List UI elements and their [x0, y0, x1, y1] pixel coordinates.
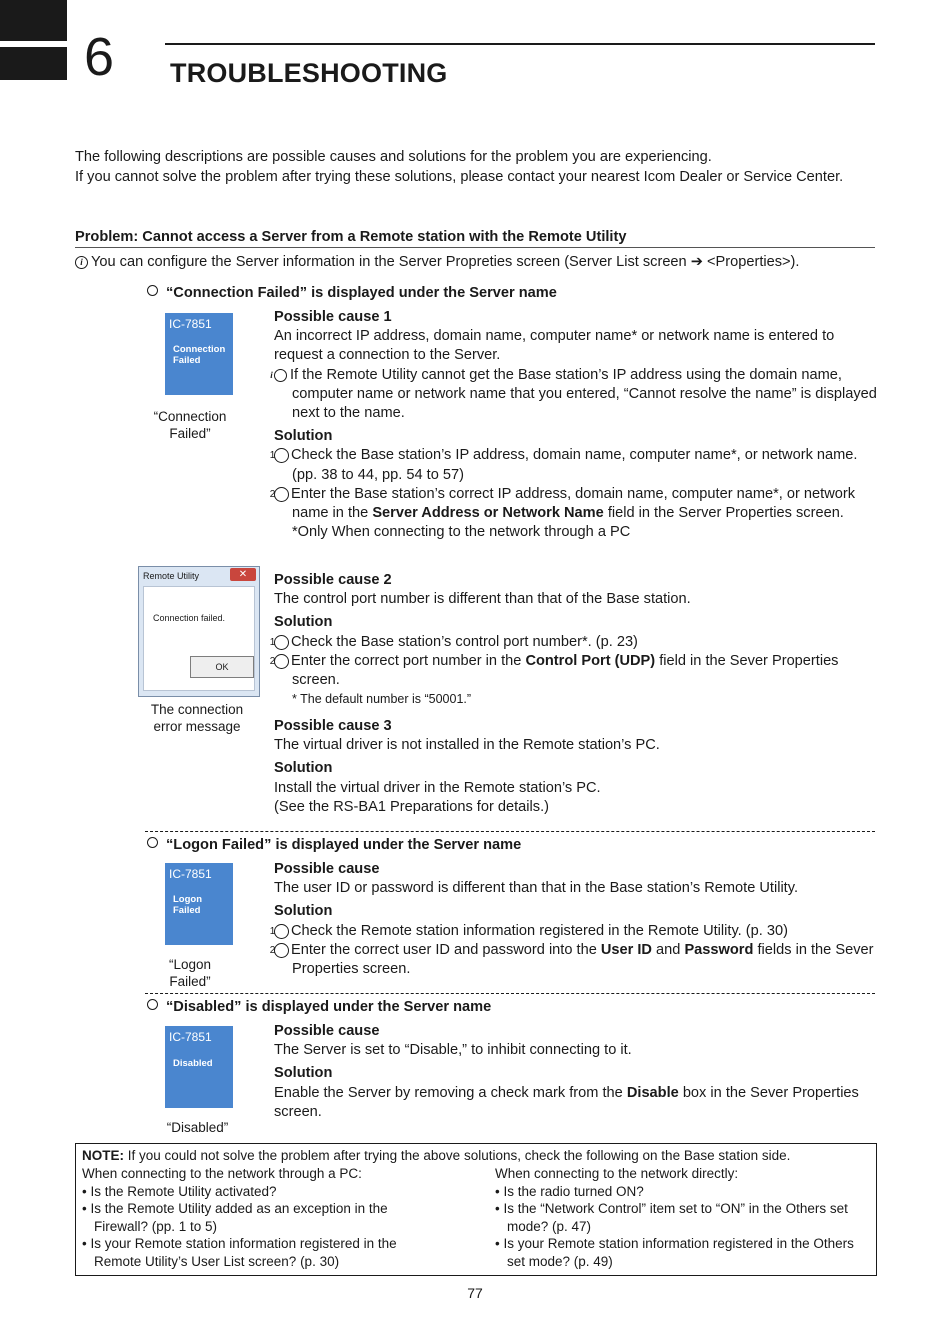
cause-3-line-2: (See the RS-BA1 Preparations for details.) — [274, 798, 549, 815]
cause-2-step-2-field: Control Port (UDP) — [525, 652, 656, 669]
cause-1-step-1-text: Check the Base station’s IP address, domain name, computer name*, or network name. (pp. 38 to 44, pp. 54 to 57) — [291, 447, 858, 483]
note-text: If you could not solve the problem after trying the above solutions, check the following on the Base station side. — [124, 1148, 791, 1163]
screen-status-line-2: Failed — [173, 905, 201, 916]
disabled-heading — [147, 999, 491, 1015]
disabled-screen — [165, 1026, 233, 1108]
note-left-heading: When connecting to the network through a PC: — [82, 1166, 362, 1181]
note-right-item-text: Is your Remote station information registered in the Others set mode? (p. 49) — [503, 1236, 854, 1269]
logon-solution-title: Solution — [274, 903, 333, 920]
intro-line-1: The following descriptions are possible causes and solutions for the problem you are experiencing. — [75, 149, 712, 165]
cause-2-step-2 — [269, 652, 878, 690]
logon-failed-caption — [140, 956, 240, 990]
cause-1-text: An incorrect IP address, domain name, computer name* or network name is entered to request a connection to the Server. — [274, 328, 835, 364]
cause-3-block — [274, 717, 878, 817]
step-2-icon: 2 — [274, 943, 289, 958]
screen-status — [173, 894, 202, 916]
cause-1-solution-title: Solution — [274, 428, 333, 445]
bullet-icon — [147, 837, 158, 848]
intro-text — [75, 148, 875, 187]
caption-line-2: Failed” — [169, 974, 211, 989]
caption-line-1: “Connection — [153, 409, 227, 424]
step-1-icon: 1 — [274, 448, 289, 463]
note-right-item-text: Is the “Network Control” item set to “ON” in the Others set mode? (p. 47) — [503, 1201, 848, 1234]
connection-failed-screen — [165, 313, 233, 395]
logon-step-2-b: fields in the Sever Properties screen. — [292, 941, 874, 978]
dialog-caption-line-2: error message — [153, 719, 241, 734]
chapter-rule — [165, 43, 875, 45]
cause-1-step-2-field: Server Address or Network Name — [372, 505, 604, 522]
disabled-solution — [274, 1084, 878, 1122]
note-right-item: • Is your Remote station information registered in the Others set mode? (p. 49) — [495, 1236, 854, 1269]
bullet-icon — [147, 285, 158, 296]
note-left-item-text: Is the Remote Utility added as an exception in the Firewall? (pp. 1 to 5) — [90, 1201, 388, 1234]
cause-1-step-2-b: field in the Server Properties screen. — [603, 505, 844, 522]
problem-info — [75, 253, 799, 270]
note-left-item-text: Is the Remote Utility activated? — [90, 1183, 277, 1199]
dialog-message: Connection failed. — [153, 613, 226, 623]
connection-failed-heading — [147, 285, 557, 301]
cause-2-block — [269, 571, 878, 709]
logon-cause-block — [269, 860, 878, 979]
disabled-cause-block — [274, 1022, 878, 1122]
note-right-column — [495, 1165, 865, 1271]
connection-failed-caption — [140, 408, 240, 442]
problem-info-text: You can configure the Server information in the Server Propreties screen (Server List screen ➔ <Properties>). — [91, 254, 800, 270]
chapter-title: TROUBLESHOOTING — [170, 58, 448, 88]
cause-3-title: Possible cause 3 — [274, 718, 392, 734]
dialog-caption — [137, 701, 257, 735]
cause-1-step-1 — [269, 446, 878, 484]
section-divider — [145, 831, 875, 832]
cause-1-block — [269, 308, 878, 542]
note-left-item-text: Is your Remote station information registered in the Remote Utility’s User List screen? (p. 30) — [90, 1236, 397, 1269]
chapter-tab-bottom — [0, 47, 67, 80]
screen-status-line-1: Logon — [173, 894, 203, 905]
disabled-heading-text: “Disabled” is displayed under the Server name — [166, 999, 492, 1015]
screen-status: Disabled — [173, 1058, 213, 1069]
disabled-cause-text: The Server is set to “Disable,” to inhibit connecting to it. — [274, 1042, 632, 1059]
logon-step-2 — [269, 941, 878, 979]
cause-1-footnote: *Only When connecting to the network through a PC — [292, 524, 631, 541]
dialog-caption-line-1: The connection — [150, 702, 244, 717]
note-left-item: • Is the Remote Utility added as an exception in the Firewall? (pp. 1 to 5) — [82, 1201, 388, 1234]
screen-model: IC-7851 — [169, 1030, 212, 1044]
cause-1-info — [270, 366, 878, 424]
disabled-solution-b: box in the Sever Properties screen. — [274, 1084, 859, 1120]
note-left-item: • Is your Remote station information registered in the Remote Utility’s User List screen? (p. 30) — [82, 1236, 397, 1269]
dialog-title: Remote Utility — [143, 571, 200, 581]
cause-2-footnote: * The default number is “50001.” — [292, 692, 472, 707]
close-icon: ✕ — [230, 568, 256, 581]
screen-status — [173, 344, 225, 366]
screen-model: IC-7851 — [169, 867, 212, 881]
cause-2-step-1-text: Check the Base station’s control port number*. (p. 23) — [291, 633, 638, 650]
cause-2-solution-title: Solution — [274, 614, 333, 631]
disabled-solution-a: Enable the Server by removing a check mark from the — [274, 1084, 627, 1101]
note-right-item: • Is the “Network Control” item set to “ON” in the Others set mode? (p. 47) — [495, 1201, 848, 1234]
disabled-solution-field: Disable — [626, 1084, 679, 1101]
step-2-icon: 2 — [274, 654, 289, 669]
caption-line-2: Failed” — [169, 426, 211, 441]
section-divider — [145, 993, 875, 994]
caption-line-1: “Logon — [168, 957, 212, 972]
note-right-heading: When connecting to the network directly: — [495, 1166, 739, 1181]
cause-3-solution-title: Solution — [274, 760, 333, 777]
logon-cause-title: Possible cause — [274, 861, 380, 877]
note-right-item-text: Is the radio turned ON? — [503, 1183, 644, 1199]
note-left-column — [82, 1165, 432, 1271]
cause-1-step-2-a: Enter the Base station’s correct IP address, domain name, computer name*, or network name in the — [291, 485, 856, 522]
bullet-icon — [147, 999, 158, 1010]
screen-status-line-2: Failed — [173, 355, 201, 366]
logon-step-2-a: Enter the correct user ID and password into the — [291, 941, 601, 958]
connection-error-dialog — [138, 566, 260, 697]
cause-3-line-1: Install the virtual driver in the Remote station’s PC. — [274, 779, 601, 796]
note-label: NOTE: — [82, 1148, 124, 1163]
step-2-icon: 2 — [274, 487, 289, 502]
logon-failed-heading — [147, 837, 521, 853]
dialog-body — [143, 586, 255, 691]
disabled-caption: “Disabled” — [166, 1120, 229, 1135]
logon-failed-heading-text: “Logon Failed” is displayed under the Server name — [166, 837, 522, 853]
note-left-item: • Is the Remote Utility activated? — [82, 1183, 277, 1199]
logon-step-2-field-1: User ID — [600, 941, 652, 958]
logon-step-2-field-2: Password — [684, 941, 754, 958]
logon-step-2-mid: and — [651, 941, 685, 958]
cause-2-title: Possible cause 2 — [274, 572, 392, 588]
cause-2-step-1 — [269, 633, 878, 652]
problem-title: Problem: Cannot access a Server from a Remote station with the Remote Utility — [75, 229, 627, 245]
cause-2-step-2-b: field in the Sever Properties screen. — [292, 652, 839, 689]
info-icon: i — [274, 369, 287, 382]
step-1-icon: 1 — [274, 635, 289, 650]
problem-rule — [75, 247, 875, 248]
note-line — [82, 1148, 790, 1163]
intro-line-2: If you cannot solve the problem after trying these solutions, please contact your nearest Icom Dealer or Service Center. — [75, 168, 844, 185]
cause-1-step-2 — [269, 485, 878, 523]
step-1-icon: 1 — [274, 924, 289, 939]
screen-status-line-1: Connection — [173, 344, 226, 355]
logon-step-1-text: Check the Remote station information registered in the Remote Utility. (p. 30) — [291, 922, 788, 939]
page-number: 77 — [467, 1285, 483, 1301]
cause-2-step-2-a: Enter the correct port number in the — [291, 652, 526, 669]
info-icon: i — [75, 256, 88, 269]
cause-3-text: The virtual driver is not installed in the Remote station’s PC. — [274, 737, 660, 754]
disabled-solution-title: Solution — [274, 1065, 333, 1082]
logon-cause-text: The user ID or password is different than that in the Base station’s Remote Utility. — [274, 880, 799, 897]
dialog-ok-button: OK — [190, 656, 254, 678]
connection-failed-heading-text: “Connection Failed” is displayed under the Server name — [166, 285, 557, 301]
logon-failed-screen — [165, 863, 233, 945]
note-right-item: • Is the radio turned ON? — [495, 1183, 644, 1199]
disabled-cause-title: Possible cause — [274, 1023, 380, 1039]
chapter-tab-top — [0, 0, 67, 41]
chapter-number: 6 — [84, 27, 115, 87]
cause-1-title: Possible cause 1 — [274, 309, 392, 325]
screen-model: IC-7851 — [169, 317, 212, 331]
cause-1-info-text: If the Remote Utility cannot get the Base station’s IP address using the domain name, computer name or network name that you entered, “Cannot resolve the name” is displayed next to the name. — [290, 366, 877, 422]
cause-2-text: The control port number is different than that of the Base station. — [274, 591, 691, 608]
note-box — [75, 1143, 877, 1276]
logon-step-1 — [269, 922, 878, 941]
